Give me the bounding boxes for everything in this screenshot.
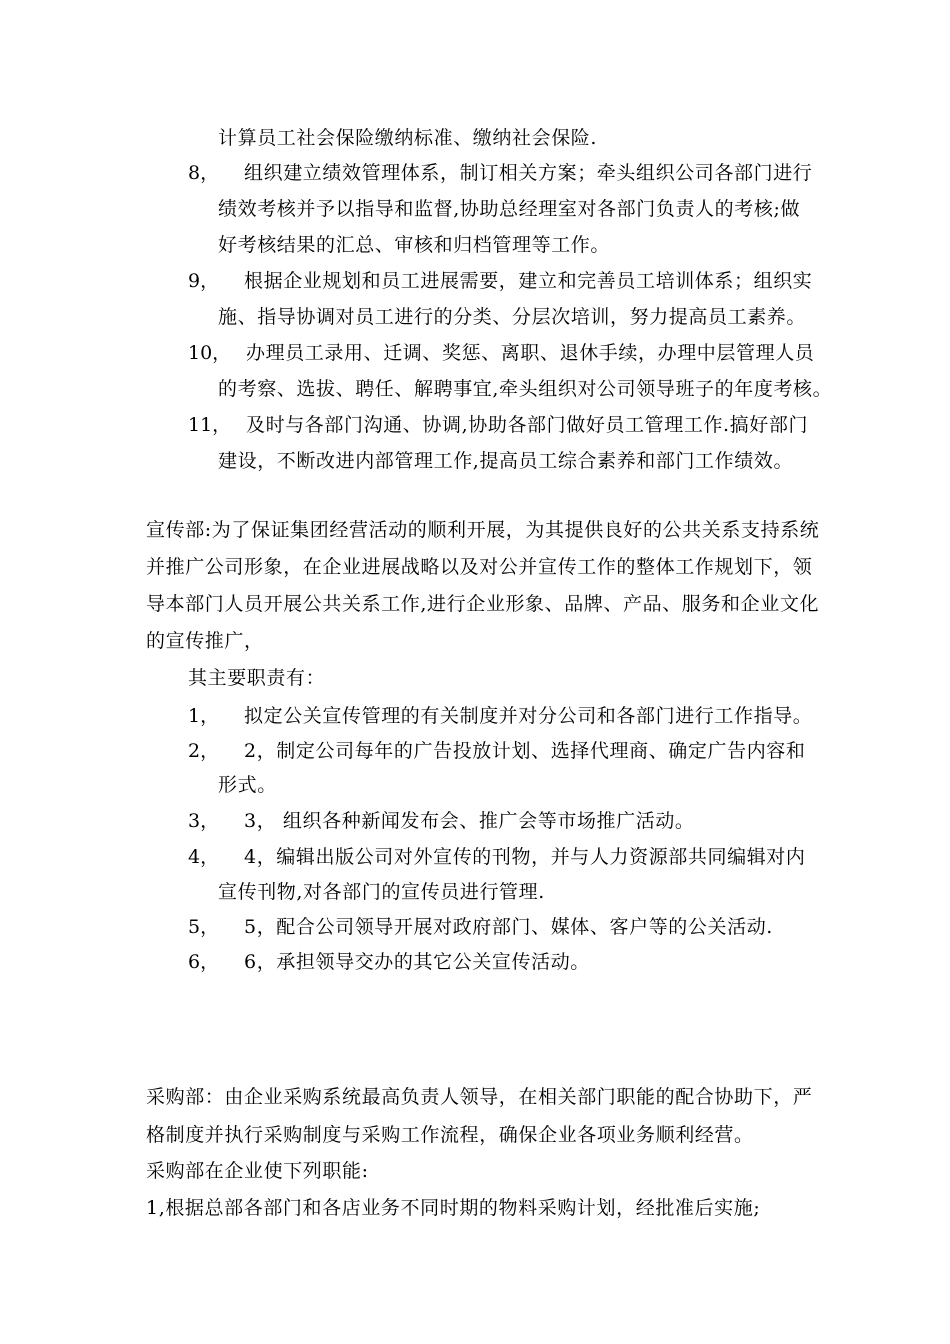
publicity-duties-heading: 其主要职责有： [188, 667, 326, 689]
publicity-item-1-number: 1， [188, 705, 220, 727]
publicity-item-6-number: 6， [188, 951, 220, 973]
hr-item-8-line: 绩效考核并予以指导和监督,协助总经理室对各部门负责人的考核;做 [218, 198, 801, 220]
hr-item-9-line: 根据企业规划和员工进展需要，建立和完善员工培训体系；组织实 [244, 270, 813, 292]
hr-item-10-number: 10， [188, 342, 232, 364]
publicity-item-2-number: 2， [188, 740, 220, 762]
publicity-item-4-line: 宣传刊物,对各部门的宣传员进行管理. [218, 881, 545, 903]
publicity-intro-line: 的宣传推广， [146, 630, 264, 652]
hr-item-11-line: 建设，不断改进内部管理工作,提高员工综合素养和部门工作绩效。 [218, 450, 794, 472]
hr-item-8-line: 好考核结果的汇总、审核和归档管理等工作。 [218, 234, 611, 256]
hr-item-10-line: 的考察、选拔、聘任、解聘事宜,牵头组织对公司领导班子的年度考核。 [218, 378, 833, 400]
procurement-functions-heading: 采购部在企业使下列职能: [146, 1160, 369, 1182]
hr-item-10-line: 办理员工录用、迁调、奖惩、离职、退休手续，办理中层管理人员 [246, 342, 815, 364]
publicity-item-4-number: 4， [188, 846, 220, 868]
hr-continuation-line: 计算员工社会保险缴纳标准、缴纳社会保险. [218, 127, 598, 149]
publicity-item-4-line: 4，编辑出版公司对外宣传的刊物，并与人力资源部共同编辑对内 [244, 846, 806, 868]
publicity-item-5-number: 5， [188, 916, 220, 938]
publicity-intro-line: 导本部门人员开展公共关系工作,进行企业形象、品牌、产品、服务和企业文化 [146, 593, 820, 615]
publicity-item-2-line: 形式。 [218, 774, 277, 796]
publicity-intro-line: 宣传部:为了保证集团经营活动的顺利开展，为其提供良好的公共关系支持系统 [146, 519, 820, 541]
publicity-item-3-number: 3， [188, 810, 220, 832]
publicity-item-1-line: 拟定公关宣传管理的有关制度并对分公司和各部门进行工作指导。 [244, 705, 813, 727]
hr-item-11-line: 及时与各部门沟通、协调,协助各部门做好员工管理工作.搞好部门 [246, 414, 809, 436]
hr-item-9-number: 9， [188, 270, 220, 292]
hr-item-8-number: 8， [188, 162, 220, 184]
procurement-intro-line: 采购部：由企业采购系统最高负责人领导，在相关部门职能的配合协助下，严 [146, 1086, 813, 1108]
hr-item-11-number: 11， [188, 414, 232, 436]
hr-item-9-line: 施、指导协调对员工进行的分类、分层次培训，努力提高员工素养。 [218, 306, 807, 328]
publicity-item-5-line: 5，配合公司领导开展对政府部门、媒体、客户等的公关活动. [244, 916, 773, 938]
publicity-item-2-line: 2，制定公司每年的广告投放计划、选择代理商、确定广告内容和 [244, 740, 806, 762]
publicity-intro-line: 并推广公司形象，在企业进展战略以及对公并宣传工作的整体工作规划下，领 [146, 556, 813, 578]
procurement-intro-line: 格制度并执行采购制度与采购工作流程，确保企业各项业务顺利经营。 [146, 1124, 754, 1146]
publicity-item-6-line: 6，承担领导交办的其它公关宣传活动。 [244, 951, 590, 973]
hr-item-8-line: 组织建立绩效管理体系，制订相关方案；牵头组织公司各部门进行 [244, 162, 813, 184]
procurement-item-line: 1,根据总部各部门和各店业务不同时期的物料采购计划，经批准后实施; [146, 1197, 761, 1219]
publicity-item-3-line: 3， 组织各种新闻发布会、推广会等市场推广活动。 [244, 810, 695, 832]
